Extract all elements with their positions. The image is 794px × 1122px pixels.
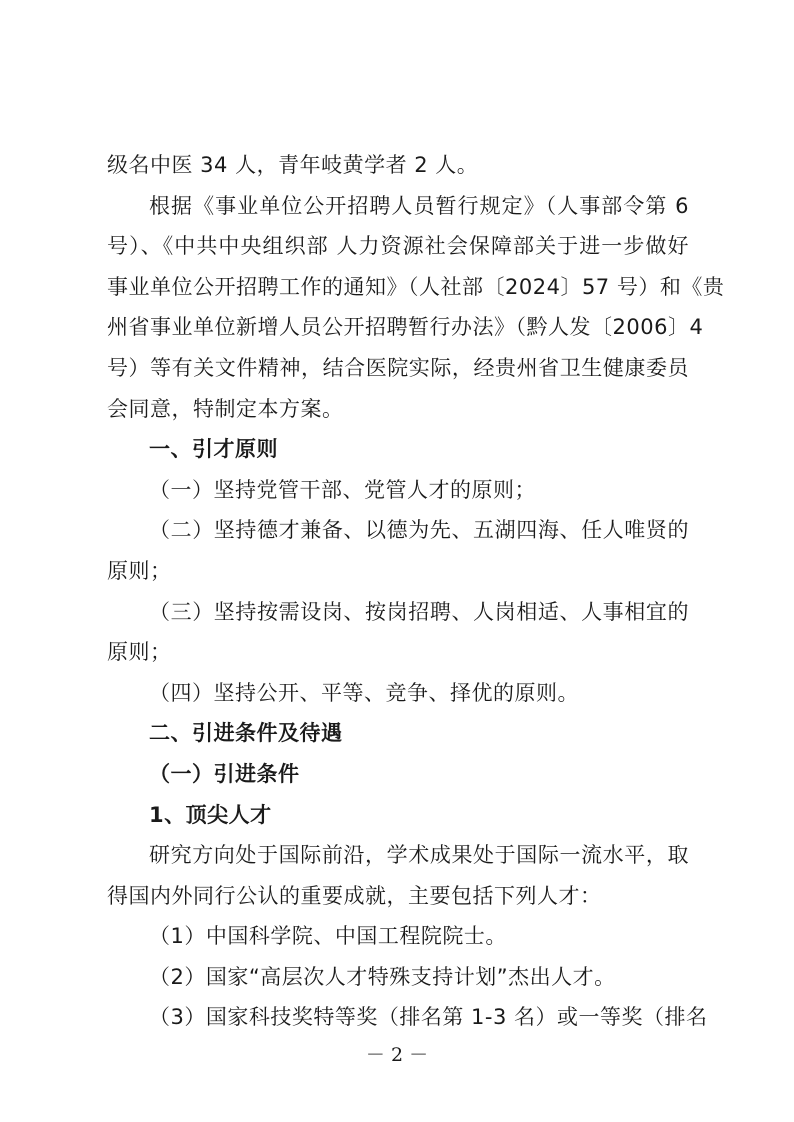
paragraph-line-7: 会同意，特制定本方案。 <box>107 396 344 421</box>
talent-item-2: （2）国家“高层次人才特殊支持计划”杰出人才。 <box>149 964 616 989</box>
principle-item-4: （四）坚持公开、平等、竞争、择优的原则。 <box>149 680 579 705</box>
principle-item-3: （三）坚持按需设岗、按岗招聘、人岗相适、人事相宜的 <box>149 599 689 624</box>
paragraph-line-1: 级名中医 34 人，青年岐黄学者 2 人。 <box>107 153 479 177</box>
document-body <box>107 145 725 1038</box>
paragraph-line-3: 号）、《中共中央组织部 人力资源社会保障部关于进一步做好 <box>107 234 689 259</box>
paragraph-line-9: 得国内外同行公认的重要成就，主要包括下列人才： <box>107 883 602 908</box>
principle-item-3-cont: 原则； <box>107 640 172 665</box>
talent-item-3: （3）国家科技奖特等奖（排名第 1-3 名）或一等奖（排名 <box>149 1005 708 1030</box>
subsection-heading-1: （一）引进条件 <box>149 761 300 786</box>
page-number: － 2 － <box>365 1044 429 1066</box>
talent-item-1: （1）中国科学院、中国工程院院士。 <box>149 924 507 949</box>
paragraph-line-4: 事业单位公开招聘工作的通知》（人社部〔2024〕57 号）和《贵 <box>107 274 725 299</box>
section-heading-1: 一、引才原则 <box>149 437 278 462</box>
paragraph-line-2: 根据《事业单位公开招聘人员暂行规定》（人事部令第 6 <box>149 193 689 218</box>
category-heading-1: 1、顶尖人才 <box>149 802 272 827</box>
paragraph-line-8: 研究方向处于国际前沿，学术成果处于国际一流水平，取 <box>149 843 689 868</box>
principle-item-1: （一）坚持党管干部、党管人才的原则； <box>149 477 536 502</box>
paragraph-line-5: 州省事业单位新增人员公开招聘暂行办法》（黔人发〔2006〕4 <box>107 315 704 340</box>
paragraph-line-6: 号）等有关文件精神，结合医院实际，经贵州省卫生健康委员 <box>107 355 689 380</box>
principle-item-2-cont: 原则； <box>107 558 172 583</box>
section-heading-2: 二、引进条件及待遇 <box>149 721 343 746</box>
principle-item-2: （二）坚持德才兼备、以德为先、五湖四海、任人唯贤的 <box>149 518 689 543</box>
